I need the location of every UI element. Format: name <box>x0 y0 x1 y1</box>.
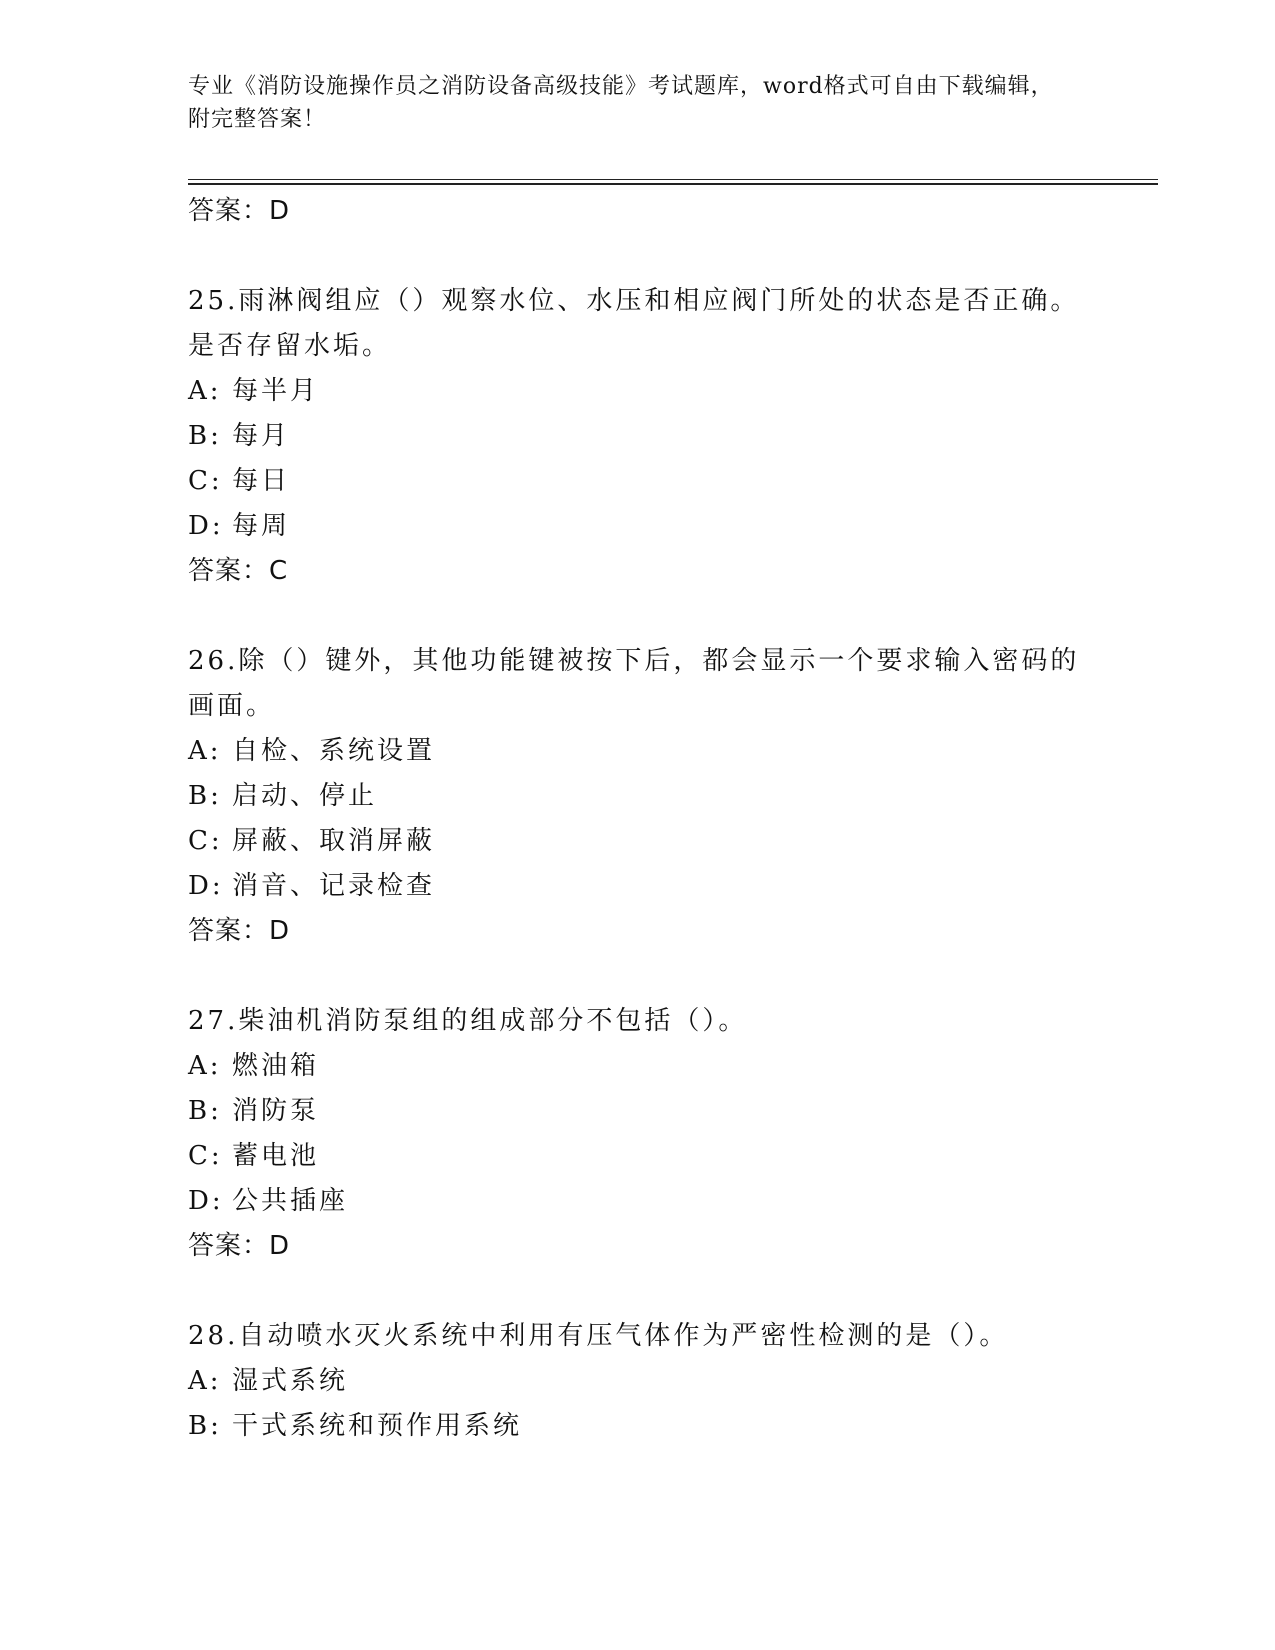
option-key: C: <box>188 826 223 856</box>
header-rule-thin <box>188 179 1158 180</box>
answer-value: D <box>269 196 291 226</box>
option-d <box>188 1179 1088 1224</box>
answer-line <box>188 549 1088 594</box>
option-d <box>188 504 1088 549</box>
question-number: 28. <box>188 1321 239 1351</box>
option-text: 启动、停止 <box>232 781 378 811</box>
option-key: B: <box>188 1411 222 1441</box>
option-c <box>188 1134 1088 1179</box>
option-text: 蓄电池 <box>232 1141 320 1171</box>
option-key: C: <box>188 466 223 496</box>
option-a <box>188 369 1088 414</box>
option-text: 每周 <box>232 511 291 541</box>
document-header: 专业《消防设施操作员之消防设备高级技能》考试题库，word格式可自由下载编辑，附完整答案！ <box>188 74 1054 132</box>
option-key: B: <box>188 1096 222 1126</box>
option-b <box>188 1089 1088 1134</box>
header-rule-thick <box>188 183 1158 185</box>
question-28 <box>188 1314 1088 1449</box>
option-key: A: <box>188 376 222 406</box>
question-text <box>188 279 1088 369</box>
option-b <box>188 774 1088 819</box>
question-text <box>188 999 1088 1044</box>
option-text: 干式系统和预作用系统 <box>232 1411 523 1441</box>
option-c <box>188 819 1088 864</box>
answer-label: 答案： <box>188 556 270 586</box>
question-body: 柴油机消防泵组的组成部分不包括（）。 <box>238 1006 748 1036</box>
option-text: 屏蔽、取消屏蔽 <box>232 826 436 856</box>
option-a <box>188 1359 1088 1404</box>
option-key: B: <box>188 421 222 451</box>
option-key: D: <box>188 511 224 541</box>
option-text: 自检、系统设置 <box>232 736 436 766</box>
question-25 <box>188 279 1088 594</box>
question-number: 26. <box>188 646 239 676</box>
option-a <box>188 729 1088 774</box>
question-body: 除（）键外，其他功能键被按下后，都会显示一个要求输入密码的画面。 <box>188 646 1080 721</box>
option-text: 每日 <box>232 466 291 496</box>
option-b <box>188 414 1088 459</box>
question-body: 雨淋阀组应（）观察水位、水压和相应阀门所处的状态是否正确。是否存留水垢。 <box>188 286 1080 361</box>
option-key: D: <box>188 871 224 901</box>
answer-value: D <box>269 1231 291 1261</box>
question-body: 自动喷水灭火系统中利用有压气体作为严密性检测的是（）。 <box>238 1321 1009 1351</box>
question-list <box>188 189 1088 1449</box>
answer-label: 答案： <box>188 1231 270 1261</box>
option-text: 每半月 <box>232 376 320 406</box>
option-key: C: <box>188 1141 223 1171</box>
option-key: D: <box>188 1186 224 1216</box>
answer-label: 答案： <box>188 196 270 226</box>
answer-line <box>188 909 1088 954</box>
option-key: A: <box>188 736 222 766</box>
answer-line <box>188 189 1088 234</box>
question-number: 27. <box>188 1006 239 1036</box>
question-text <box>188 1314 1088 1359</box>
answer-value: D <box>269 916 291 946</box>
question-27 <box>188 999 1088 1269</box>
option-text: 消音、记录检查 <box>232 871 436 901</box>
question-number: 25. <box>188 286 239 316</box>
option-text: 湿式系统 <box>232 1366 349 1396</box>
option-d <box>188 864 1088 909</box>
option-text: 消防泵 <box>232 1096 320 1126</box>
question-text <box>188 639 1088 729</box>
option-b <box>188 1404 1088 1449</box>
option-text: 公共插座 <box>232 1186 349 1216</box>
option-text: 每月 <box>232 421 291 451</box>
option-text: 燃油箱 <box>232 1051 320 1081</box>
option-key: B: <box>188 781 222 811</box>
question-26 <box>188 639 1088 954</box>
option-a <box>188 1044 1088 1089</box>
option-c <box>188 459 1088 504</box>
answer-value: C <box>269 556 289 586</box>
answer-line <box>188 1224 1088 1269</box>
option-key: A: <box>188 1051 222 1081</box>
option-key: A: <box>188 1366 222 1396</box>
answer-label: 答案： <box>188 916 270 946</box>
